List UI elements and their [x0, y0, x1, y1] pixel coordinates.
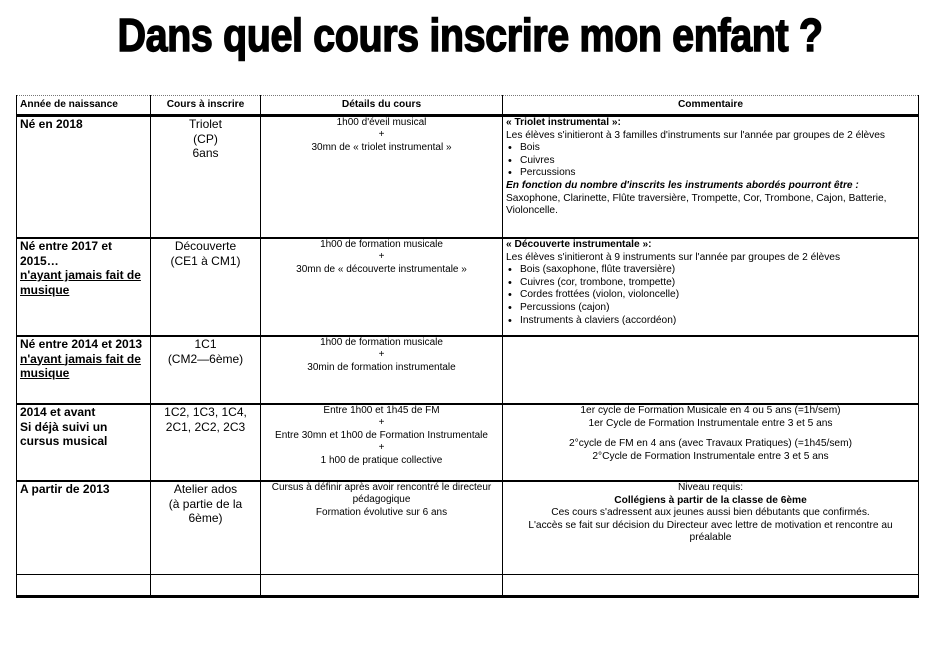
course-line: 2C1, 2C2, 2C3 [165, 419, 246, 434]
course-line: 6ans [192, 146, 219, 160]
details-cell [261, 336, 503, 404]
table-row [17, 116, 919, 239]
comment-line: Ces cours s'adressent aux jeunes aussi bien débutants que confirmés. [551, 507, 870, 519]
details-line: 1h00 de formation musicale [320, 337, 443, 348]
header-comment: Commentaire [503, 96, 919, 116]
details-line: 30mn de « triolet instrumental » [311, 141, 452, 153]
comment-intro: Les élèves s'initieront à 9 instruments sur l'année par groupes de 2 élèves [506, 251, 841, 263]
header-birth-year: Année de naissance [17, 96, 151, 116]
course-line: 1C2, 1C3, 1C4, [164, 405, 247, 419]
birth-year-text: Né en 2018 [20, 117, 83, 131]
comment-after: Saxophone, Clarinette, Flûte traversière, Trompette, Cor, Trombone, Cajon, Batterie, Violoncelle. [506, 192, 887, 217]
details-line: 1h00 de formation musicale [320, 239, 443, 250]
course-line: Triolet [189, 117, 222, 131]
details-line: Formation évolutive sur 6 ans [315, 506, 448, 518]
table-row [17, 575, 919, 597]
header-details: Détails du cours [261, 96, 503, 116]
birth-year-cell [17, 238, 151, 336]
birth-year-text: A partir de 2013 [20, 482, 110, 496]
details-line: + [378, 129, 385, 141]
course-line: 1C1 [194, 337, 217, 351]
table-row [17, 404, 919, 481]
empty-cell [151, 575, 261, 597]
course-line: Atelier ados [173, 482, 238, 496]
course-cell [151, 116, 261, 239]
list-item: • Bois (saxophone, flûte traversière) [506, 264, 915, 277]
list-item: • Percussions [506, 167, 915, 180]
details-line: + [378, 251, 385, 263]
list-item: • Cordes frottées (violon, violoncelle) [506, 289, 915, 302]
details-line: 1h00 d'éveil musical [336, 117, 427, 128]
details-cell [261, 238, 503, 336]
details-line: Cursus à définir après avoir rencontré le directeur pédagogique [271, 482, 492, 506]
details-line: Entre 1h00 et 1h45 de FM [323, 405, 440, 416]
comment-intro: Les élèves s'initieront à 3 familles d'instruments sur l'année par groupes de 2 élèves [506, 129, 886, 141]
course-line: (CP) [193, 131, 218, 146]
comment-line: 1er cycle de Formation Musicale en 4 ou 5 ans (=1h/sem) [580, 405, 841, 416]
courses-table [16, 95, 919, 598]
comment-heading: « Découverte instrumentale »: [506, 239, 652, 250]
course-cell [151, 238, 261, 336]
comment-line: 2°cycle de FM en 4 ans (avec Travaux Pratiques) (=1h45/sem) [569, 438, 852, 450]
page-title: Dans quel cours inscrire mon enfant ? [117, 9, 823, 61]
course-cell [151, 404, 261, 481]
details-line: 30mn de « découverte instrumentale » [296, 263, 467, 275]
birth-year-cell [17, 481, 151, 575]
course-line: (CE1 à CM1) [170, 253, 241, 268]
details-cell [261, 404, 503, 481]
course-line: (CM2—6ème) [167, 351, 244, 366]
course-line: (à partie de la 6ème) [168, 496, 243, 525]
birth-year-text: Né entre 2017 et 2015… [20, 239, 113, 268]
details-line: 1 h00 de pratique collective [320, 454, 443, 466]
details-line: Entre 30mn et 1h00 de Formation Instrumentale [275, 429, 488, 441]
table-row [17, 481, 919, 575]
details-cell [261, 481, 503, 575]
comment-cell [503, 116, 919, 239]
comment-line: 2°Cycle de Formation Instrumentale entre 3 et 5 ans [592, 450, 829, 462]
birth-year-cell [17, 404, 151, 481]
details-line: 30min de formation instrumentale [307, 361, 456, 373]
instrument-list [506, 142, 915, 180]
list-item: • Bois [506, 142, 915, 155]
birth-year-cell [17, 116, 151, 239]
comment-cell [503, 481, 919, 575]
comment-cell [503, 238, 919, 336]
instrument-list [506, 264, 915, 327]
birth-year-condition: n'ayant jamais fait de musique [20, 268, 141, 297]
table-header-row [17, 96, 919, 116]
list-item: • Instruments à claviers (accordéon) [506, 315, 915, 328]
course-cell [151, 336, 261, 404]
header-course: Cours à inscrire [151, 96, 261, 116]
birth-year-cell [17, 336, 151, 404]
birth-year-text: Né entre 2014 et 2013 [20, 337, 143, 351]
comment-cell [503, 404, 919, 481]
comment-cell [503, 336, 919, 404]
details-cell [261, 116, 503, 239]
list-item: • Percussions (cajon) [506, 302, 915, 315]
comment-heading: « Triolet instrumental »: [506, 117, 621, 128]
comment-line: L'accès se fait sur décision du Directeur avec lettre de motivation et rencontre au préalable [528, 519, 893, 544]
comment-note: En fonction du nombre d'inscrits les instruments abordés pourront être : [506, 179, 859, 191]
details-line: + [378, 442, 385, 454]
table-row [17, 336, 919, 404]
comment-level: Niveau requis: [677, 482, 744, 493]
empty-cell [503, 575, 919, 597]
course-line: Découverte [174, 239, 237, 253]
table-row [17, 238, 919, 336]
course-cell [151, 481, 261, 575]
details-line: + [378, 417, 385, 429]
birth-year-condition: n'ayant jamais fait de musique [20, 351, 141, 380]
empty-cell [17, 575, 151, 597]
list-item: • Cuivres [506, 155, 915, 168]
comment-line: 1er Cycle de Formation Instrumentale entre 3 et 5 ans [588, 417, 833, 429]
birth-year-text: 2014 et avant [20, 405, 96, 419]
list-item: • Cuivres (cor, trombone, trompette) [506, 277, 915, 290]
details-line: + [378, 349, 385, 361]
comment-level-bold: Collégiens à partir de la classe de 6ème [614, 494, 807, 506]
birth-year-condition: Si déjà suivi un cursus musical [20, 419, 108, 448]
empty-cell [261, 575, 503, 597]
